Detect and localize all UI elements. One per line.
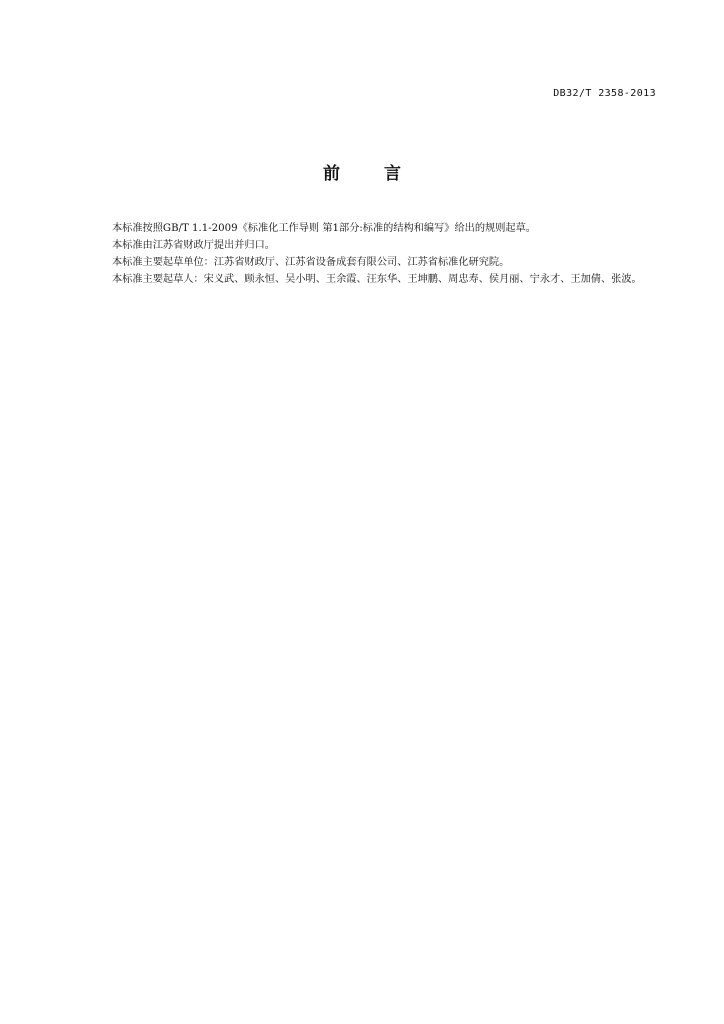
standard-code: DB32/T 2358-2013 — [553, 88, 656, 99]
paragraph-drafting-rules: 本标准按照GB/T 1.1-2009《标准化工作导则 第1部分:标准的结构和编写》给出的规则起草。 — [112, 223, 536, 234]
paragraph-proposer: 本标准由江苏省财政厅提出并归口。 — [112, 240, 275, 251]
page-title: 前言 — [323, 164, 445, 184]
foreword-body — [88, 220, 656, 288]
paragraph-drafting-units: 本标准主要起草单位：江苏省财政厅、江苏省设备成套有限公司、江苏省标准化研究院。 — [112, 257, 510, 268]
paragraph-drafters: 本标准主要起草人：宋义武、顾永恒、吴小明、王余霞、汪东华、王坤鹏、周忠寿、侯月丽、宁永才、王加倩、张波。 — [112, 274, 642, 285]
